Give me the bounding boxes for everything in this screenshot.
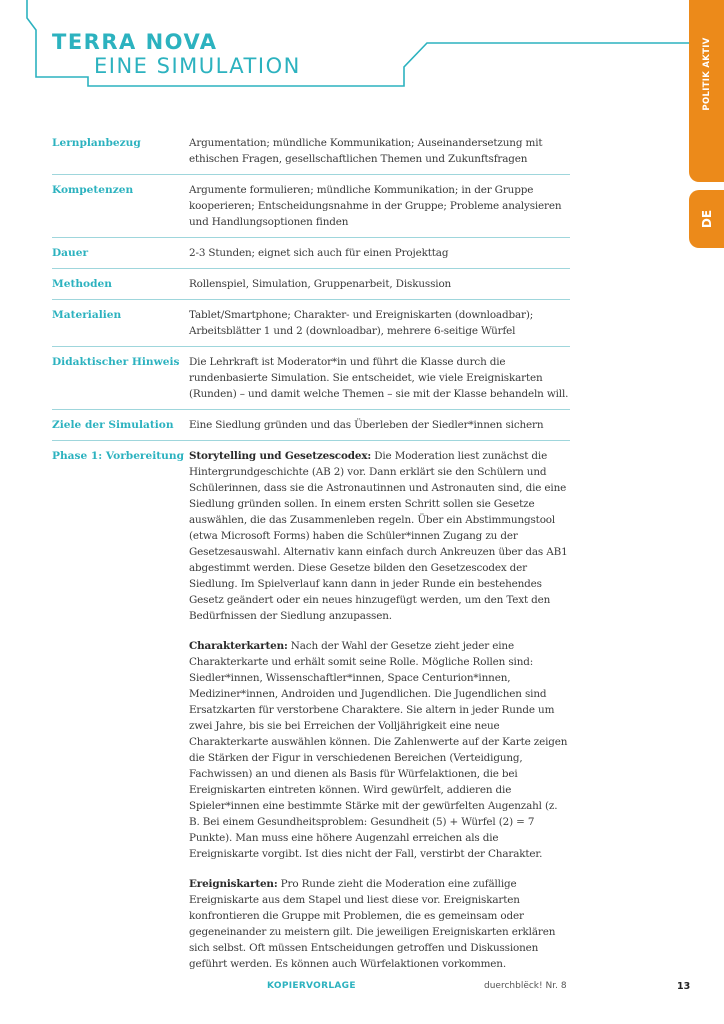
paragraph-ereigniskarten xyxy=(189,876,570,972)
paragraph-heading: Storytelling und Gesetzescodex: xyxy=(189,450,372,462)
table-row xyxy=(52,300,570,347)
row-value: Argumentation; mündliche Kommunikation; Auseinandersetzung mit ethischen Fragen, gesellschaftlichen Themen und Zukunftsfragen xyxy=(189,137,543,165)
side-tab-politik-aktiv-label: POLITIK AKTIV xyxy=(701,37,712,111)
paragraph-heading: Charakterkarten: xyxy=(189,640,288,652)
row-value: Eine Siedlung gründen und das Überleben der Siedler*innen sichern xyxy=(189,419,544,431)
phase1-content xyxy=(189,448,570,986)
row-label: Didaktischer Hinweis xyxy=(52,356,180,368)
table-row xyxy=(52,128,570,175)
table-row xyxy=(52,238,570,269)
table-row-phase1 xyxy=(52,441,570,993)
footer-kopiervorlage: KOPIERVORLAGE xyxy=(267,981,356,991)
footer-magazine: duerchblëck! Nr. 8 xyxy=(484,981,567,991)
table-row xyxy=(52,347,570,410)
paragraph-text: Nach der Wahl der Gesetze zieht jeder eine Charakterkarte und erhält somit seine Rolle. Mögliche Rollen sind: Siedler*innen, Wissenschaftler*innen, Space Centurion*innen, Mediziner*innen, Androiden und Jugendlichen. Die Jugendlichen sind Ersatzkarten für verstorbene Charaktere. Sie altern in jeder Runde um zwei Jahre, bis sie bei Erreichen der Volljährigkeit eine neue Charakterkarte auswählen können. Die Zahlenwerte auf der Karte zeigen die Stärken der Figur in verschiedenen Bereichen (Verteidigung, Fachwissen) an und dienen als Basis für Würfelaktionen, die bei Ereigniskarten eintreten können. Wird gewürfelt, addieren die Spieler*innen eine bestimmte Stärke mit der gewürfelten Augenzahl (z. B. Bei einem Gesundheitsproblem: Gesundheit (5) + Würfel (2) = 7 Punkte). Man muss eine höhere Augenzahl erreichen als die Ereigniskarte vorgibt. Ist dies nicht der Fall, verstirbt der Charakter. xyxy=(189,640,568,860)
table-row xyxy=(52,410,570,441)
page-number: 13 xyxy=(677,981,691,992)
side-tab-language-label: DE xyxy=(699,209,714,229)
title-terra-nova: TERRA NOVA xyxy=(52,30,218,54)
row-value: Tablet/Smartphone; Charakter- und Ereigniskarten (downloadbar); Arbeitsblätter 1 und 2 (downloadbar), mehrere 6-seitige Würfel xyxy=(189,309,534,337)
row-label: Materialien xyxy=(52,309,122,321)
row-value: 2-3 Stunden; eignet sich auch für einen Projekttag xyxy=(189,247,449,259)
row-label: Ziele der Simulation xyxy=(52,419,174,431)
paragraph-text: Pro Runde zieht die Moderation eine zufällige Ereigniskarte aus dem Stapel und liest diese vor. Ereigniskarten konfrontieren die Gruppe mit Problemen, die es gemeinsam oder gegeneinander zu meistern gilt. Die jeweiligen Ereigniskarten erklären sich selbst. Oft müssen Entscheidungen getroffen und Diskussionen geführt werden. Es können auch Würfelaktionen vorkommen. xyxy=(189,878,556,970)
side-tab-politik-aktiv xyxy=(689,0,724,182)
row-value: Argumente formulieren; mündliche Kommunikation; in der Gruppe kooperieren; Entscheidungsnahme in der Gruppe; Probleme analysieren und Handlungsoptionen finden xyxy=(189,184,562,228)
paragraph-charakterkarten xyxy=(189,638,570,862)
row-label: Phase 1: Vorbereitung xyxy=(52,450,184,462)
paragraph-heading: Ereigniskarten: xyxy=(189,878,278,890)
paragraph-text: Die Moderation liest zunächst die Hintergrundgeschichte (AB 2) vor. Dann erklärt sie den Schülern und Schülerinnen, dass sie die Astronautinnen und Astronauten sind, die eine Siedlung gründen sollen. In einem ersten Schritt sollen sie Gesetze auswählen, die das Zusammenleben regeln. Über ein Abstimmungstool (etwa Microsoft Forms) haben die Schüler*innen Zugang zu der Gesetzesauswahl. Alternativ kann einfach durch Ankreuzen über das AB1 abgestimmt werden. Diese Gesetze bilden den Gesetzescodex der Siedlung. Im Spielverlauf kann dann in jeder Runde ein bestehendes Gesetz geändert oder ein neues hinzugefügt werden, um den Text den Bedürfnissen der Siedlung anzupassen. xyxy=(189,450,568,622)
paragraph-storytelling xyxy=(189,448,570,624)
side-tab-language xyxy=(689,190,724,248)
table-row xyxy=(52,269,570,300)
row-label: Lernplanbezug xyxy=(52,137,141,149)
lesson-overview-table xyxy=(52,128,570,993)
row-value: Rollenspiel, Simulation, Gruppenarbeit, Diskussion xyxy=(189,278,452,290)
subtitle-eine-simulation: EINE SIMULATION xyxy=(94,54,301,78)
table-row xyxy=(52,175,570,238)
row-label: Dauer xyxy=(52,247,89,259)
row-value: Die Lehrkraft ist Moderator*in und führt die Klasse durch die rundenbasierte Simulation. Sie entscheidet, wie viele Ereigniskarten (Runden) – und damit welche Themen – sie mit der Klasse behandeln will. xyxy=(189,356,569,400)
row-label: Methoden xyxy=(52,278,112,290)
row-label: Kompetenzen xyxy=(52,184,134,196)
